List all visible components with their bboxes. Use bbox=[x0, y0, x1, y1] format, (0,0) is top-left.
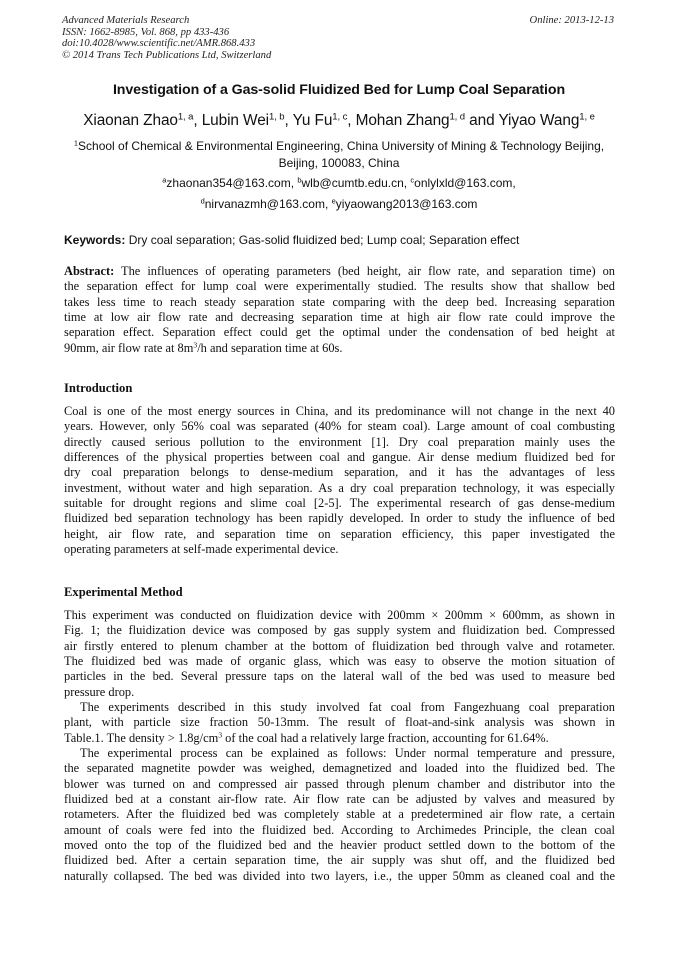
body-line: The fluidized bed was made of organic glass, which was easy to observe the motion situation of bbox=[64, 654, 615, 669]
body-line: The experimental process can be explained as follows: Under normal temperature and pressure, bbox=[80, 746, 615, 760]
email-address: onlylxld@163.com, bbox=[414, 176, 516, 190]
body-line: particles in the bed. Several pressure taps on the lateral wall of the bed was used to measure bed bbox=[64, 669, 615, 684]
introduction-body bbox=[64, 404, 615, 557]
keywords-label: Keywords: bbox=[64, 233, 126, 247]
email-address: nirvanazmh@163.com, bbox=[204, 197, 329, 211]
body-line: dry coal preparation belongs to dense-medium separation, and it has the advantages of less bbox=[64, 465, 615, 480]
author-affil-mark: 1, e bbox=[579, 111, 595, 123]
author-affil-mark: 1, c bbox=[332, 111, 348, 123]
body-line: the separated magnetite powder was weighed, demagnetized and loaded into the fluidized bed. The bbox=[64, 761, 615, 776]
email-address: zhaonan354@163.com, bbox=[166, 176, 295, 190]
abstract-label: Abstract: bbox=[64, 264, 115, 278]
online-date: Online: 2013-12-13 bbox=[529, 15, 614, 26]
body-line: Coal is one of the most energy sources in China, and its predominance will not change in the next 40 bbox=[64, 404, 615, 418]
abstract-line: separation effect. Separation effect could get the optimal under the condensation of bed height at bbox=[64, 325, 615, 340]
author-name: Mohan Zhang bbox=[355, 112, 450, 129]
body-line: This experiment was conducted on fluidization device with 200mm × 200mm × 600mm, as shown in bbox=[64, 608, 615, 622]
body-line: The experiments described in this study involved fat coal from Fangezhuang coal preparation bbox=[80, 700, 615, 714]
body-line: suitable for drought regions and slime coal [2-5]. The experimental research of gas dense-medium bbox=[64, 496, 615, 511]
author-affil-mark: 1, b bbox=[268, 111, 285, 123]
body-line: height, air flow rate, and separation time on separation efficiency, this paper investigated the bbox=[64, 526, 615, 541]
abstract-line: the separation effect for lump coal were experimentally studied. The results show that shallow bed bbox=[64, 279, 615, 294]
body-line: directly caused serious pollution to the environment [1]. Dry coal preparation mainly uses the bbox=[64, 434, 615, 449]
email-row: $^a$zhaonan354@163.com, $^b$wlb@cumtb.edu.cn, $^c$onlylxld@163.com, bbox=[162, 175, 516, 190]
body-line: plant, with particle size fraction 50-13mm. The result of float-and-sink analysis was shown in bbox=[64, 715, 615, 730]
journal-name: Advanced Materials Research bbox=[62, 15, 190, 26]
affiliation bbox=[52, 138, 626, 172]
author-name: Yiyao Wang bbox=[498, 112, 580, 129]
body-line: investment, without water and high separation. As a dry coal preparation technology, it was especially bbox=[64, 480, 615, 495]
body-line: naturally collapsed. The bed was divided into two layers, i.e., the upper 50mm as cleaned coal and the bbox=[64, 868, 615, 883]
abstract: Abstract: The influences of operating parameters (bed height, air flow rate, and separation time) on the separation effect for lump coal were experimentally studied. The results show that shallow bed takes less time to reach steady separation state comparing with the deep bed. Increasing separation time at low air flow rate and decreasing separation time at high air flow rate could improve the separation effect. Separation effect could get the optimal under the condensation of bed height at 90mm, air flow rate at $8m^3/h$ and separation time at 60s. bbox=[64, 264, 615, 355]
paper-title: Investigation of a Gas-solid Fluidized Bed for Lump Coal Separation bbox=[112, 82, 566, 98]
body-line: rotameters. After the fluidized bed was completely stable at a predetermined air flow rate, a certain bbox=[64, 807, 615, 822]
keywords-text: Dry coal separation; Gas-solid fluidized bed; Lump coal; Separation effect bbox=[128, 233, 520, 247]
affiliation-line: School of Chemical & Environmental Engineering, China University of Mining & Technology Beijing, bbox=[78, 139, 605, 153]
body-line: fluidized bed separation technology has been rapidly developed. In order to study the influence of bed bbox=[64, 511, 615, 526]
body-line: years. However, only 56% coal was separated (40% for steam coal). Large amount of coal combusting bbox=[64, 419, 615, 434]
email-address: yiyaowang2013@163.com bbox=[335, 197, 478, 211]
keywords bbox=[64, 233, 624, 247]
body-line: Fig. 1; the fluidization device was composed by gas supply system and fluidization bed. Compressed bbox=[64, 623, 615, 638]
body-line: operating parameters at self-made experimental device. bbox=[64, 542, 339, 557]
body-line: blower was turned on and compressed air passed through plenum chamber and distributor into the bbox=[64, 776, 615, 791]
email-address: wlb@cumtb.edu.cn, bbox=[301, 176, 408, 190]
section-heading-method: Experimental Method bbox=[64, 585, 183, 599]
author-name: Xiaonan Zhao bbox=[83, 112, 178, 129]
body-line: moved onto the top of the fluidized bed and the heavier product settled down to the bottom of the bbox=[64, 838, 615, 853]
body-line: fluidized bed at a constant air-flow rate. Air flow rate can be adjusted by valves and measured by bbox=[64, 792, 615, 807]
author-name: Yu Fu bbox=[292, 112, 333, 129]
affiliation-mark: 1 bbox=[73, 138, 79, 148]
abstract-line: The influences of operating parameters (bed height, air flow rate, and separation time) on bbox=[121, 264, 615, 278]
body-line: amount of coals were fed into the fluidized bed. According to Archimedes Principle, the clean coal bbox=[64, 822, 615, 837]
author-name: Lubin Wei bbox=[201, 112, 269, 129]
section-heading-introduction: Introduction bbox=[64, 381, 133, 395]
abstract-line: time at low air flow rate and decreasing separation time at high air flow rate could improve the bbox=[64, 310, 615, 325]
method-paragraph-1 bbox=[64, 608, 615, 700]
copyright-line: © 2014 Trans Tech Publications Ltd, Switzerland bbox=[62, 49, 272, 61]
method-paragraph-3 bbox=[64, 746, 615, 884]
abstract-line: takes less time to reach steady separation state comparing with the deep bed. Increasing separation bbox=[64, 294, 615, 309]
issn-line: ISSN: 1662-8985, Vol. 868, pp 433-436 bbox=[62, 26, 230, 38]
author-affil-mark: 1, a bbox=[177, 111, 194, 123]
journal-header bbox=[62, 15, 271, 61]
body-line: pressure drop. bbox=[64, 684, 135, 699]
body-line: fluidized bed. After a certain separation time, the air supply was shut off, and the fluidized bed bbox=[64, 853, 615, 868]
doi-line: doi:10.4028/www.scientific.net/AMR.868.433 bbox=[62, 38, 256, 50]
body-line: air firstly entered to plenum chamber at the bottom of fluidization bed through valve and rotameter. bbox=[64, 638, 615, 653]
method-paragraph-2: The experiments described in this study involved fat coal from Fangezhuang coal preparation plant, with particle size fraction 50-13mm. The result of float-and-sink analysis was shown in Table.1. The density > $1.8g/cm^3$ of the coal had a relatively large fraction, accounting for 61.64%. bbox=[64, 700, 615, 745]
body-line: differences of the physical properties between coal and gangue. Air dense medium fluidized bed for bbox=[64, 450, 615, 465]
email-row: $^d$nirvanazmh@163.com, $^e$yiyaowang2013@163.com bbox=[200, 196, 478, 211]
affiliation-line: Beijing, 100083, China bbox=[278, 156, 400, 170]
abstract-line: 90mm, air flow rate at 8m bbox=[64, 340, 194, 355]
author-affil-mark: 1, d bbox=[449, 111, 465, 123]
body-line: Table.1. The density > 1.8g/cm bbox=[64, 730, 219, 745]
author-list: Xiaonan Zhao$^{1, a}$, Lubin Wei$^{1, b}$, Yu Fu$^{1, c}$, Mohan Zhang$^{1, d}$ and Yiyao Wang$^{1, e}$ bbox=[83, 111, 595, 129]
